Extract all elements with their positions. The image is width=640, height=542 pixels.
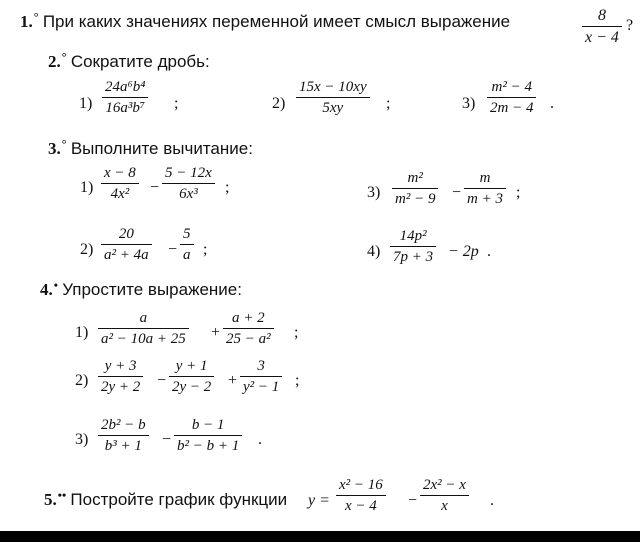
task-number: 4. (40, 280, 53, 299)
denominator: 2m − 4 (487, 97, 536, 116)
difficulty-mark: •• (57, 488, 67, 502)
numerator: 20 (118, 226, 134, 242)
item-label: 3) (367, 184, 381, 201)
numerator: b − 1 (191, 417, 225, 433)
punctuation: ; (516, 184, 521, 201)
denominator: 2y + 2 (98, 376, 143, 395)
operator: − (162, 431, 172, 448)
denominator: 4x² (101, 183, 139, 202)
denominator: 7p + 3 (390, 246, 436, 265)
task-5-heading (44, 488, 288, 509)
punctuation: ; (225, 179, 230, 196)
numerator: 2b² − b (101, 417, 146, 433)
task-3-4-fraction-a (390, 229, 436, 265)
task-4-3-fraction-a (98, 418, 149, 454)
operator: − (168, 241, 178, 258)
item-label: 2) (272, 95, 286, 112)
denominator: 25 − a² (223, 328, 274, 347)
bottom-border (0, 531, 640, 542)
operator: + (228, 372, 238, 389)
numerator: m (479, 170, 491, 186)
task-number: 2. (48, 52, 61, 71)
task-4-1-fraction-a (98, 311, 189, 347)
task-4-2-fraction-b (169, 359, 214, 395)
numerator: a + 2 (232, 310, 265, 326)
denominator: x − 4 (582, 26, 622, 46)
operator: − (157, 372, 167, 389)
denominator: 2y − 2 (169, 376, 214, 395)
numerator: 14p² (399, 228, 427, 244)
denominator: 16a³b⁷ (102, 97, 148, 116)
task-3-3-fraction-b (464, 171, 506, 207)
item-label: 3) (75, 431, 89, 448)
task-3-2-fraction-a (101, 227, 152, 263)
task-5-fraction-b (420, 478, 469, 514)
numerator: 2x² − x (423, 477, 466, 493)
expression-tail: − 2p (448, 243, 479, 260)
punctuation: ; (174, 95, 179, 112)
numerator: 24a⁶b⁴ (105, 79, 146, 95)
denominator: b² − b + 1 (174, 435, 242, 454)
numerator: y + 3 (104, 358, 137, 374)
task-2-fraction-1 (102, 80, 148, 116)
task-3-1-fraction-b (162, 166, 215, 202)
task-title: При каких значениях переменной имеет смысл выражение (42, 12, 511, 31)
task-number: 1. (20, 12, 33, 31)
task-2-heading (48, 50, 210, 71)
task-3-heading (48, 137, 253, 158)
task-2-fraction-2 (296, 80, 370, 116)
difficulty-mark: • (53, 278, 58, 292)
task-1-fraction (582, 8, 622, 46)
numerator: m² (407, 170, 423, 186)
operator: − (452, 184, 462, 201)
task-number: 3. (48, 139, 61, 158)
operator: − (408, 492, 418, 509)
task-3-2-fraction-b (180, 227, 194, 263)
numerator: y + 1 (175, 358, 208, 374)
denominator: 6x³ (162, 183, 215, 202)
difficulty-mark: ° (61, 50, 67, 64)
punctuation: ; (203, 241, 208, 258)
punctuation: . (490, 492, 494, 509)
difficulty-mark: ° (33, 10, 39, 24)
task-number: 5. (44, 490, 57, 509)
numerator: 15x − 10xy (299, 79, 367, 95)
numerator: x² − 16 (339, 477, 383, 493)
operator: − (150, 179, 160, 196)
numerator: 5 (183, 226, 191, 242)
punctuation: ; (295, 372, 300, 389)
task-title: Постройте график функции (70, 490, 288, 509)
task-3-3-fraction-a (392, 171, 438, 207)
function-lhs: y = (308, 492, 330, 509)
item-label: 1) (79, 95, 93, 112)
punctuation: ? (626, 17, 634, 34)
denominator: a² + 4a (101, 244, 152, 263)
task-4-1-fraction-b (223, 311, 274, 347)
denominator: a² − 10a + 25 (98, 328, 189, 347)
task-3-1-fraction-a (101, 166, 139, 202)
task-title: Сократите дробь: (70, 52, 210, 71)
item-label: 4) (367, 243, 381, 260)
denominator: x − 4 (336, 495, 386, 514)
numerator: 5 − 12x (165, 165, 212, 181)
punctuation: ; (386, 95, 391, 112)
operator: + (211, 324, 221, 341)
item-label: 3) (462, 95, 476, 112)
task-4-2-fraction-a (98, 359, 143, 395)
punctuation: . (487, 243, 491, 260)
punctuation: . (550, 95, 554, 112)
numerator: a (139, 310, 148, 326)
task-2-fraction-3 (487, 80, 536, 116)
denominator: b³ + 1 (98, 435, 149, 454)
punctuation: ; (294, 324, 299, 341)
numerator: 3 (257, 358, 265, 374)
numerator: m² − 4 (491, 79, 532, 95)
denominator: 5xy (296, 97, 370, 116)
task-title: Выполните вычитание: (70, 139, 253, 158)
numerator: 8 (597, 7, 606, 24)
denominator: y² − 1 (240, 376, 282, 395)
task-1-heading (20, 10, 511, 31)
task-title: Упростите выражение: (62, 280, 242, 299)
item-label: 1) (80, 179, 94, 196)
denominator: a (180, 244, 194, 263)
numerator: x − 8 (104, 165, 136, 181)
task-4-2-fraction-c (240, 359, 282, 395)
task-4-heading (40, 278, 242, 299)
punctuation: . (258, 431, 262, 448)
denominator: x (420, 495, 469, 514)
task-5-fraction-a (336, 478, 386, 514)
item-label: 2) (75, 372, 89, 389)
item-label: 1) (75, 324, 89, 341)
denominator: m + 3 (464, 188, 506, 207)
task-4-3-fraction-b (174, 418, 242, 454)
item-label: 2) (80, 241, 94, 258)
difficulty-mark: ° (61, 137, 67, 151)
denominator: m² − 9 (392, 188, 438, 207)
